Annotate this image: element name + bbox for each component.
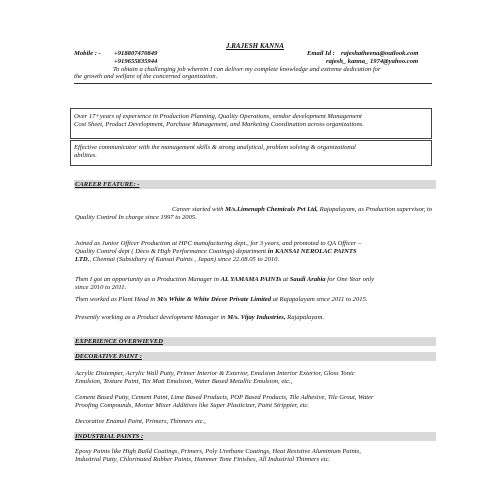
decorative-heading: DECORATIVE PAINT :	[75, 353, 142, 360]
career-p2-line-2	[75, 248, 357, 256]
career-p3-duration: for One Year only	[327, 276, 375, 283]
industrial-heading: INDUSTRIAL PAINTS :	[75, 433, 144, 440]
career-p2-line-1: Joined as Junior Officer Production at HPC manufacturing dept., for 3 years, and promoted to QA Officer –	[75, 240, 362, 247]
career-p3-at: at	[282, 276, 289, 283]
career-p4-company: M/s White & White Décor Private Limited	[157, 296, 272, 303]
career-p4-period: at Rajapalayam since 2011 to 2015.	[272, 296, 368, 303]
career-p1-start	[172, 206, 432, 214]
mobile-number-1: +918807470849	[114, 50, 158, 57]
career-p1-line-2: Quality Control In charge since 1997 to 2005.	[75, 214, 197, 221]
career-p3-line-2: since 2010 to 2011.	[75, 284, 127, 291]
objective-line-1: To obtain a challenging job wherein I can deliver my complete knowledge and extreme dedication for	[113, 66, 381, 73]
summary-box-1-line-1: Over 17+years of experience in Production Planning, Quality Operations, vendor development Management	[74, 113, 362, 120]
career-p1-company: M/s.Limenaph Chemicals Pvt Ltd,	[225, 206, 318, 213]
summary-box-2-line-2: abilities.	[74, 152, 97, 159]
career-p2-location: , Chennai (Subsidiary of Kansai Paints , Japan) since 22.08.05 to 2010.	[89, 256, 280, 263]
mobile-label: Mobile : -	[74, 50, 101, 57]
career-p1-text: Career started with	[172, 206, 224, 213]
career-p4	[75, 296, 368, 304]
decorative-1-line-2: Emulsion, Texture Paint, Tex Matt Emulsion, Water Based Metallic Emulsion, etc.,	[75, 378, 293, 385]
career-p2-company: in KANSAI NEROLAC PAINTS	[267, 248, 357, 255]
career-p3-line-1	[75, 276, 374, 284]
summary-box-2-line-1: Effective communicator with the management skills & strong analytical, problem solving & organizational	[74, 144, 356, 151]
career-p5-company: M/s. Vijay Industries,	[227, 314, 286, 321]
career-p3-text: Then I got an opportunity as a Production Manager in	[75, 276, 219, 283]
experience-heading: EXPERIENCE OVERWIEVED	[75, 338, 164, 345]
career-p5-text: Presently working as a Product development Manager in	[75, 314, 226, 321]
decorative-2-line-1: Cement Based Putty, Cement Paint, Lime Based Products, POP Based Products, Tile Adhesive, Tile Grout, Water	[75, 394, 374, 401]
decorative-2-line-2: Proofing Compounds, Mortar Mixer Additives like Super Plasticizer, Paint Strippier, etc.	[75, 402, 310, 409]
career-p5	[75, 314, 324, 322]
career-p3-company: AL YAMAMA PAINTs	[220, 276, 282, 283]
divider	[74, 83, 432, 84]
industrial-1-line-1: Epoxy Paints like High Build Coatings, Primers, Poly Urethane Coatings, Heat Resistive Aluminium Paints,	[75, 448, 361, 455]
summary-box-1-line-2: Cost Sheet, Product Development, Purchase Management, and Marketing Coordination across organizations.	[74, 121, 364, 128]
career-p2-line-3	[75, 256, 279, 264]
career-p2-company-suffix: LTD.	[75, 256, 90, 263]
candidate-name: J.RAJESH KANNA	[226, 42, 284, 50]
career-p1-role: Rajapalayam, as Production supervisor, to	[319, 206, 433, 213]
mobile-number-2: +919655835944	[114, 58, 158, 65]
industrial-1-line-2: Industrial Putty, Chlorinated Rubber Paints, Hammer Tone Finishes, All Industrial Thinners etc.	[75, 456, 331, 463]
career-heading: CAREER FEATURE: -	[75, 181, 140, 188]
decorative-1-line-1: Acrylic Distemper, Acrylic Wall Putty, Primer Interior & Exterior, Emulsion Interior Exterior, Gloss Tonic	[75, 370, 355, 377]
career-p5-location: Rajapalayam.	[287, 314, 324, 321]
career-p3-place: Saudi Arabia	[289, 276, 326, 283]
career-p4-text: Then worked as Plant Head in	[75, 296, 156, 303]
objective-line-2: the growth and welfare of the concerned organization.	[74, 73, 218, 80]
career-p2-dept: Quality Control dept ( Deco & High Performance Coatings) department	[75, 248, 267, 255]
decorative-3: Decorative Enamel Paint, Primers, Thinners etc.,	[75, 418, 206, 425]
email-label: Email Id :	[307, 50, 335, 57]
email-1[interactable]: rajeshatheena@outlook.com	[341, 50, 419, 57]
email-2[interactable]: rajesh_ kanna_ 1974@yahoo.com	[326, 58, 419, 65]
